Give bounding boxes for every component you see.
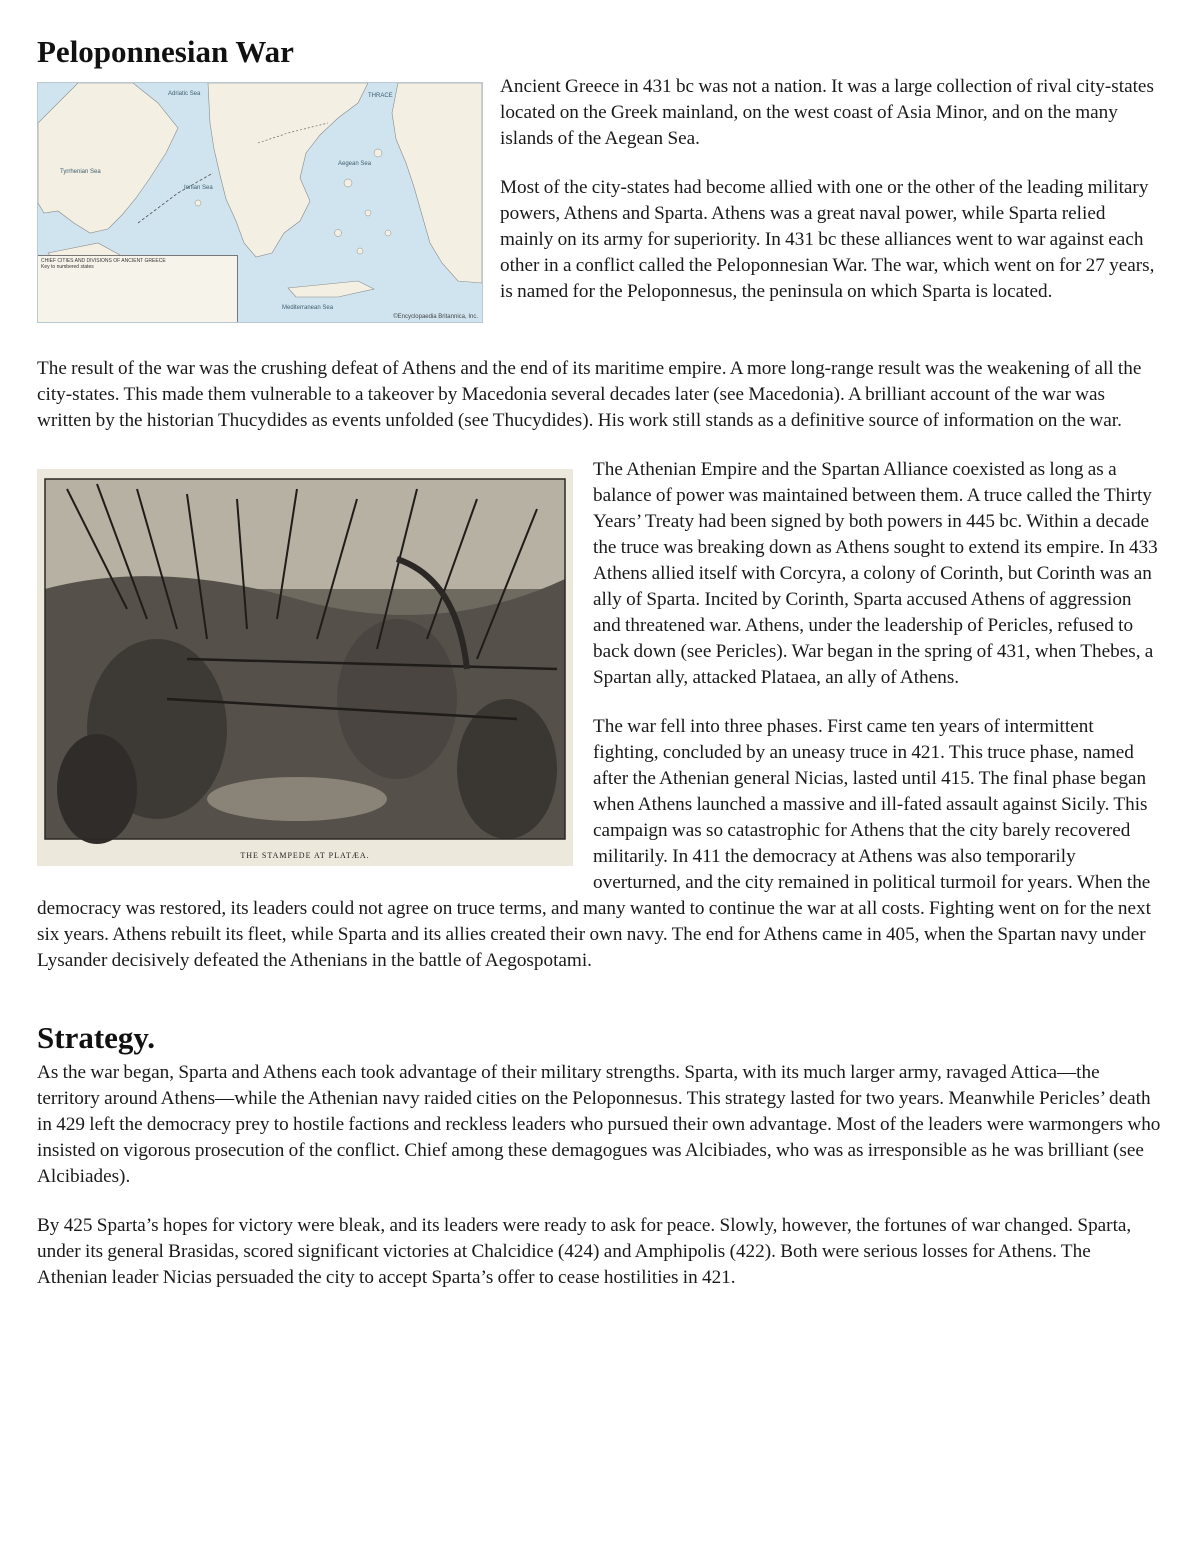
section-heading-strategy: Strategy. (37, 1020, 155, 1055)
map-label-mediterranean: Mediterranean Sea (282, 305, 334, 311)
paragraph-balance-of-power: The Athenian Empire and the Spartan Alliance coexisted as long as a balance of power was maintained between them. A truce called the Thirty Years’ Treaty had been signed by both powers in 445 bc. Within a decade the truce was breaking down as Athens sought to extend its empire. In 433 Athens allied itself with Corcyra, a colony of Corinth, but Corinth was an ally of Sparta. Incited by Corinth, Sparta accused Athens of aggression and threatened war. Athens, under the leadership of Pericles, refused to back down (see Pericles). War began in the spring of 431, when Thebes, a Spartan ally, attacked Plataea, an ally of Athens. (593, 459, 1158, 688)
map-label-aegean: Aegean Sea (338, 161, 372, 167)
document-page (37, 30, 1162, 1291)
paragraph-strategy: As the war began, Sparta and Athens each took advantage of their military strengths. Sparta, with its much larger army, ravaged Attica—the territory around Athens—while the Athenian navy raided cities on the Peloponnesus. This strategy lasted for two years. Meanwhile Pericles’ death in 429 left the democracy prey to hostile factions and reckless leaders who pursued their own advantage. Most of the leaders were warmongers who insisted on vigorous prosecution of the conflict. Chief among these demagogues was Alcibiades, who was as irresponsible as he was brilliant (see Alcibiades). (37, 1062, 1161, 1187)
paragraph-result: The result of the war was the crushing defeat of Athens and the end of its maritime empire. A more long-range result was the weakening of all the city-states. This made them vulnerable to a takeover by Macedonia several decades later (see Macedonia). A brilliant account of the war was written by the historian Thucydides as events unfolded (see Thucydides). His work still stands as a definitive source of information on the war. (37, 358, 1142, 431)
map-label-tyrrhenian: Tyrrhenian Sea (60, 169, 101, 175)
ancient-greece-map (37, 82, 483, 323)
paragraph-alliances: Most of the city-states had become allied with one or the other of the leading military powers, Athens and Sparta. Athens was a great naval power, while Sparta relied mainly on its army for superiority. In 431 bc these alliances went to war against each other in a conflict called the Peloponnesian War. The war, which went on for 27 years, is named for the Peloponnesus, the peninsula on which Sparta is located. (500, 177, 1155, 302)
paragraph-three-phases: The war fell into three phases. First came ten years of intermittent fighting, concluded by an uneasy truce in 421. This truce phase, named after the Athenian general Nicias, lasted until 415. The final phase began when Athens launched a massive and ill-fated assault against Sicily. This campaign was so catastrophic for Athens that the city barely recovered militarily. In 411 the democracy at Athens was also temporarily overturned, and the city remained in political turmoil for years. When the democracy was restored, its leaders could not agree on truce terms, and many wanted to continue the war at all costs. Fighting went on for the next six years. Athens rebuilt its fleet, while Sparta and its allies created their own navy. The end for Athens came in 405, when the Spartan navy under Lysander decisively defeated the Athenians in the battle of Aegospotami. (37, 716, 1151, 971)
battle-engraving (37, 469, 573, 866)
map-legend-subtitle: Key to numbered states (41, 264, 94, 270)
map-label-ionian: Ionian Sea (184, 185, 213, 191)
map-credit: ©Encyclopaedia Britannica, Inc. (393, 314, 478, 320)
battle-caption: THE STAMPEDE AT PLATÆA. (240, 851, 370, 860)
map-label-adriatic: Adriatic Sea (168, 91, 201, 97)
map-legend-title: CHIEF CITIES AND DIVISIONS OF ANCIENT GREECE (41, 258, 166, 264)
map-legend (38, 255, 238, 322)
paragraph-peace: By 425 Sparta’s hopes for victory were bleak, and its leaders were ready to ask for peace. Slowly, however, the fortunes of war changed. Sparta, under its general Brasidas, scored significant victories at Chalcidice (424) and Amphipolis (422). Both were serious losses for Athens. The Athenian leader Nicias persuaded the city to accept Sparta’s offer to cease hostilities in 421. (37, 1215, 1132, 1288)
battle-illustration (37, 469, 573, 866)
page-title: Peloponnesian War (37, 34, 294, 69)
map-label-thrace: THRACE (368, 93, 393, 99)
paragraph-intro: Ancient Greece in 431 bc was not a nation. It was a large collection of rival city-states located on the Greek mainland, on the west coast of Asia Minor, and on the many islands of the Aegean Sea. (500, 76, 1154, 149)
